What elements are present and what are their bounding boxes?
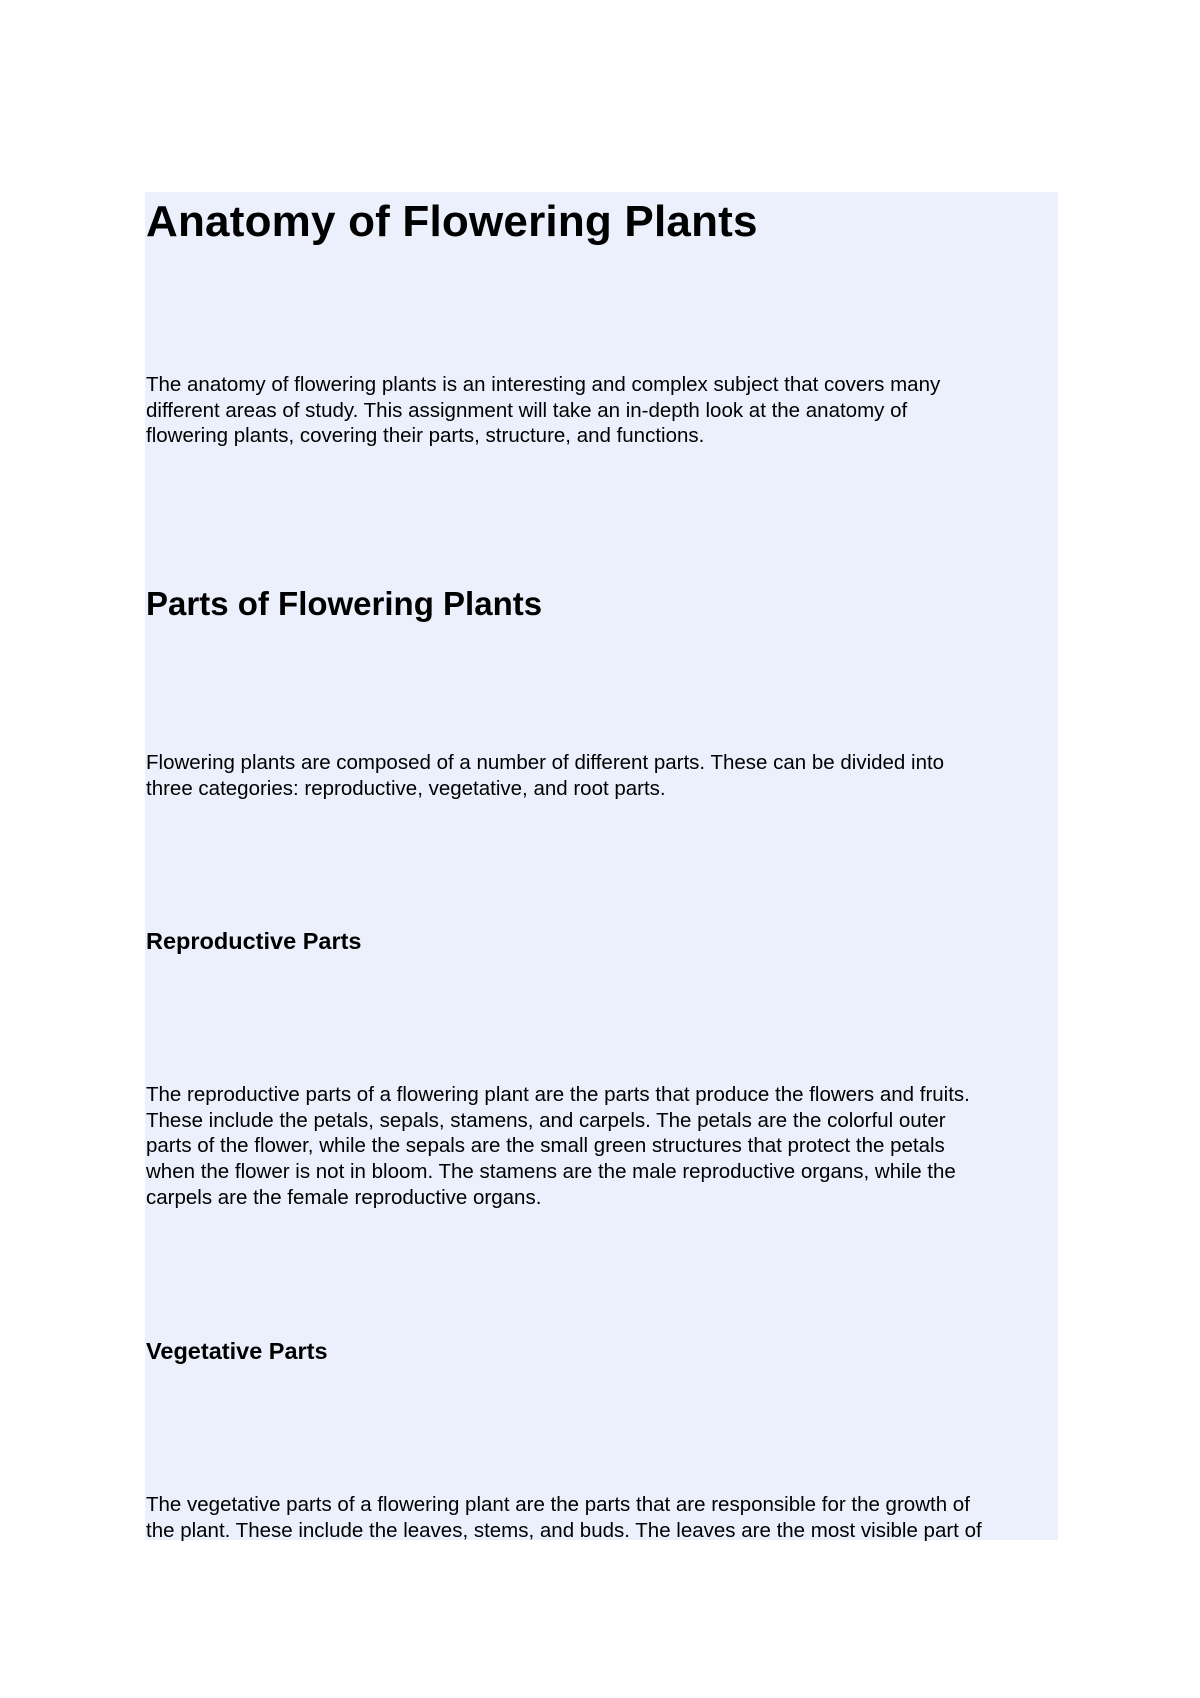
paragraph-line: when the flower is not in bloom. The stamens are the male reproductive organs, while the bbox=[146, 1160, 956, 1184]
section-heading-reproductive: Reproductive Parts bbox=[146, 928, 362, 954]
paragraph-line: the plant. These include the leaves, stems, and buds. The leaves are the most visible part of bbox=[146, 1518, 982, 1542]
paragraph-line: parts of the flower, while the sepals are the small green structures that protect the petals bbox=[146, 1134, 945, 1158]
section-heading-parts: Parts of Flowering Plants bbox=[146, 585, 543, 622]
reproductive-paragraph bbox=[146, 1082, 1061, 1211]
paragraph-line: different areas of study. This assignment will take an in-depth look at the anatomy of bbox=[146, 398, 908, 422]
paragraph-line: flowering plants, covering their parts, structure, and functions. bbox=[146, 424, 705, 448]
paragraph-line: The vegetative parts of a flowering plant are the parts that are responsible for the growth of bbox=[146, 1493, 970, 1516]
paragraph-line: These include the petals, sepals, stamens, and carpels. The petals are the colorful outer bbox=[146, 1108, 946, 1132]
paragraph-line: The anatomy of flowering plants is an interesting and complex subject that covers many bbox=[146, 373, 941, 396]
paragraph-line: Flowering plants are composed of a number of different parts. These can be divided into bbox=[146, 751, 945, 774]
paragraph-line: carpels are the female reproductive organs. bbox=[146, 1185, 542, 1209]
document-title: Anatomy of Flowering Plants bbox=[146, 197, 758, 246]
paragraph-line: three categories: reproductive, vegetative, and root parts. bbox=[146, 776, 666, 800]
section-heading-vegetative: Vegetative Parts bbox=[146, 1338, 328, 1364]
paragraph-line: The reproductive parts of a flowering plant are the parts that produce the flowers and fruits. bbox=[146, 1083, 970, 1106]
parts-paragraph bbox=[146, 750, 1061, 801]
vegetative-paragraph bbox=[146, 1492, 1061, 1543]
intro-paragraph bbox=[146, 372, 1061, 449]
